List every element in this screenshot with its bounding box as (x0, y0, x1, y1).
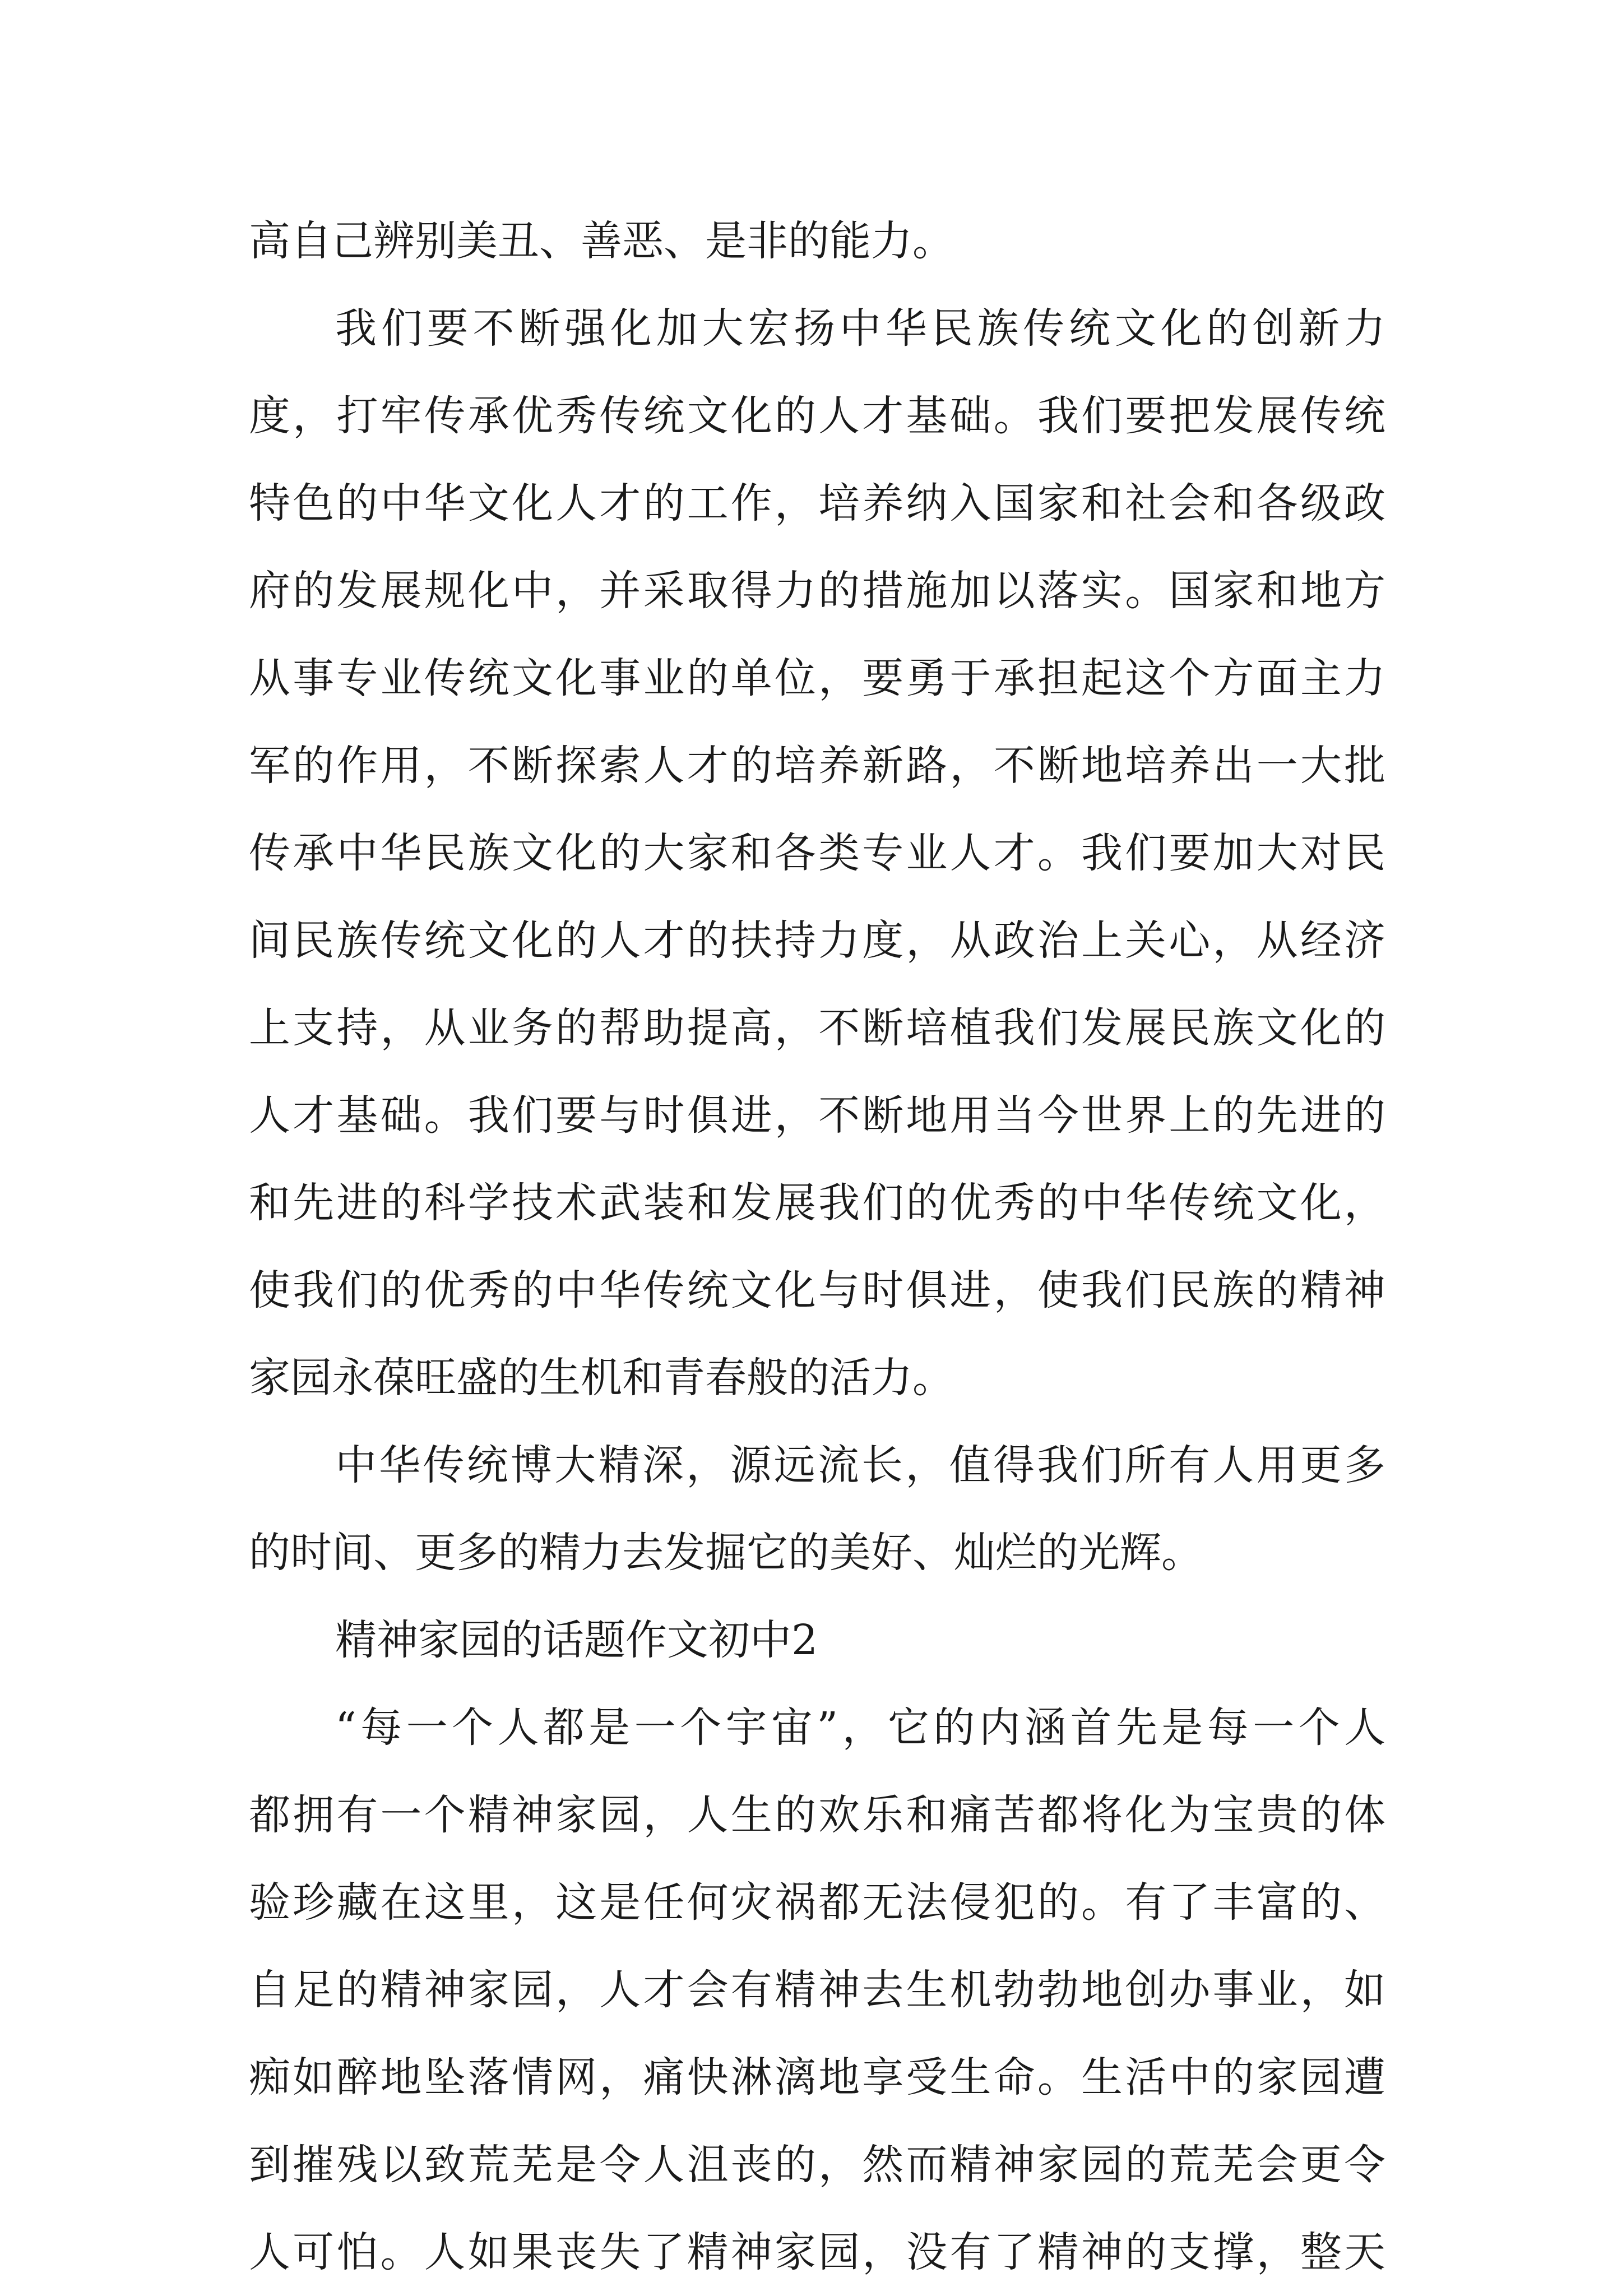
text-line: 的时间、更多的精力去发掘它的美好、灿烂的光辉。 (249, 1529, 1203, 1577)
text-line: 家园永葆旺盛的生机和青春般的活力。 (249, 1354, 954, 1402)
text-line: 使我们的优秀的中华传统文化与时俱进，使我们民族的精神 (249, 1266, 1385, 1314)
text-line: 上支持，从业务的帮助提高，不断培植我们发展民族文化的 (249, 1004, 1385, 1052)
text-line: 人可怕。人如果丧失了精神家园，没有了精神的支撑，整天 (249, 2228, 1385, 2276)
text-line: 都拥有一个精神家园，人生的欢乐和痛苦都将化为宝贵的体 (249, 1791, 1385, 1839)
text-line: 和先进的科学技术武装和发展我们的优秀的中华传统文化， (249, 1179, 1385, 1227)
text-line: 军的作用，不断探索人才的培养新路，不断地培养出一大批 (249, 742, 1385, 790)
paragraph-first-line: 中华传统博大精深，源远流长，值得我们所有人用更多 (335, 1441, 1385, 1489)
text-line: 痴如醉地坠落情网，痛快淋漓地享受生命。生活中的家园遭 (249, 2053, 1385, 2101)
text-line: 到摧残以致荒芜是令人沮丧的，然而精神家园的荒芜会更令 (249, 2141, 1385, 2189)
text-line: 传承中华民族文化的大家和各类专业人才。我们要加大对民 (249, 829, 1385, 877)
text-line: 特色的中华文化人才的工作，培养纳入国家和社会和各级政 (249, 479, 1385, 527)
document-body (249, 197, 1385, 2296)
paragraph-first-line: “每一个人都是一个宇宙”，它的内涵首先是每一个人 (335, 1704, 1385, 1752)
text-line: 间民族传统文化的人才的扶持力度，从政治上关心，从经济 (249, 916, 1385, 965)
text-line: 从事专业传统文化事业的单位，要勇于承担起这个方面主力 (249, 654, 1385, 702)
text-line: 人才基础。我们要与时俱进，不断地用当今世界上的先进的 (249, 1091, 1385, 1140)
text-line: 自足的精神家园，人才会有精神去生机勃勃地创办事业，如 (249, 1966, 1385, 2014)
paragraph-first-line: 我们要不断强化加大宏扬中华民族传统文化的创新力 (335, 304, 1385, 353)
text-line: 府的发展规化中，并采取得力的措施加以落实。国家和地方 (249, 567, 1385, 615)
text-line: 高自己辨别美丑、善恶、是非的能力。 (249, 217, 954, 265)
text-line: 验珍藏在这里，这是任何灾祸都无法侵犯的。有了丰富的、 (249, 1878, 1385, 1927)
text-line: 度，打牢传承优秀传统文化的人才基础。我们要把发展传统 (249, 392, 1385, 440)
section-heading: 精神家园的话题作文初中2 (335, 1616, 818, 1664)
